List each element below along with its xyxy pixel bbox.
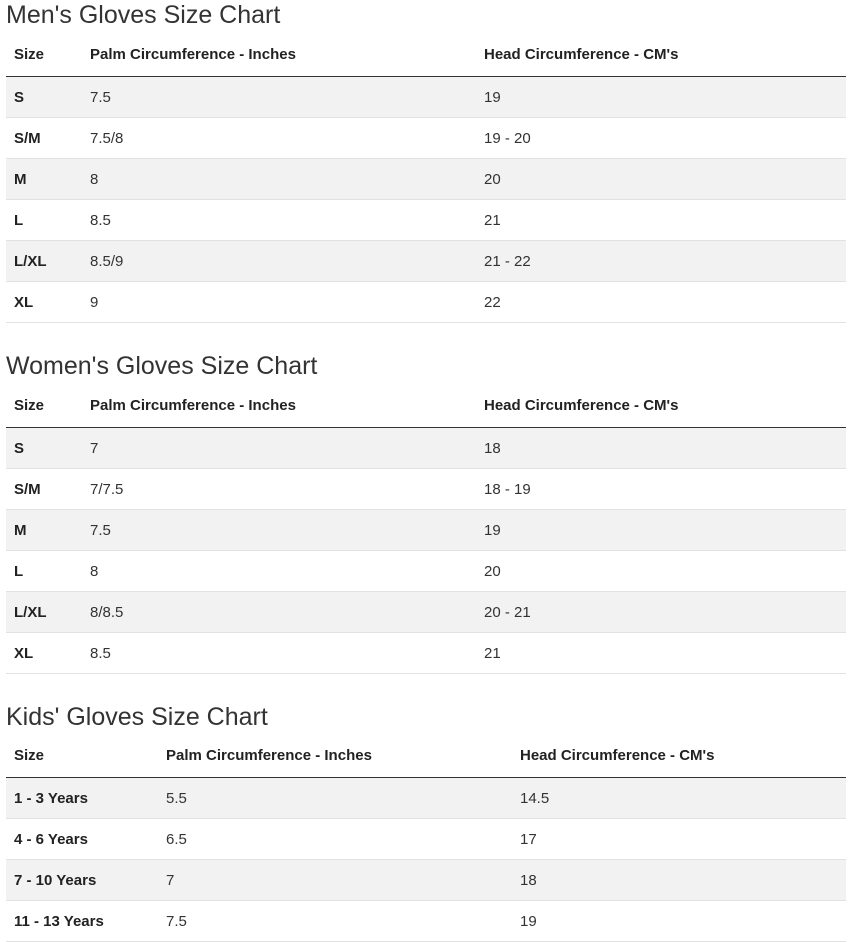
- head-cell: 18: [512, 860, 846, 901]
- table-header-row: [6, 733, 846, 778]
- palm-cell: 8: [82, 159, 476, 200]
- palm-cell: 6.5: [158, 819, 512, 860]
- column-header-size: Size: [6, 32, 82, 77]
- head-cell: 19 - 20: [476, 118, 846, 159]
- table-row: [6, 282, 846, 323]
- table-row: [6, 200, 846, 241]
- table-row: [6, 428, 846, 469]
- head-cell: 18: [476, 428, 846, 469]
- size-cell: S: [6, 428, 82, 469]
- size-cell: S/M: [6, 118, 82, 159]
- head-cell: 21: [476, 200, 846, 241]
- size-cell: M: [6, 510, 82, 551]
- table-row: [6, 241, 846, 282]
- palm-cell: 7/7.5: [82, 469, 476, 510]
- size-cell: S/M: [6, 469, 82, 510]
- head-cell: 19: [476, 510, 846, 551]
- column-header-head: Head Circumference - CM's: [512, 733, 846, 778]
- table-row: [6, 510, 846, 551]
- mens-size-table: [6, 32, 846, 323]
- palm-cell: 7.5: [82, 77, 476, 118]
- column-header-head: Head Circumference - CM's: [476, 32, 846, 77]
- size-cell: L/XL: [6, 592, 82, 633]
- table-row: [6, 592, 846, 633]
- head-cell: 21 - 22: [476, 241, 846, 282]
- size-cell: 1 - 3 Years: [6, 778, 158, 819]
- table-row: [6, 633, 846, 674]
- head-cell: 18 - 19: [476, 469, 846, 510]
- palm-cell: 7.5: [158, 901, 512, 942]
- size-cell: L: [6, 200, 82, 241]
- palm-cell: 8: [82, 551, 476, 592]
- table-row: [6, 778, 846, 819]
- head-cell: 20: [476, 159, 846, 200]
- size-cell: L: [6, 551, 82, 592]
- column-header-size: Size: [6, 383, 82, 428]
- size-cell: L/XL: [6, 241, 82, 282]
- kids-size-table: [6, 733, 846, 942]
- table-row: [6, 159, 846, 200]
- head-cell: 22: [476, 282, 846, 323]
- size-cell: 4 - 6 Years: [6, 819, 158, 860]
- head-cell: 19: [476, 77, 846, 118]
- head-cell: 20: [476, 551, 846, 592]
- palm-cell: 7.5/8: [82, 118, 476, 159]
- column-header-palm: Palm Circumference - Inches: [82, 32, 476, 77]
- head-cell: 17: [512, 819, 846, 860]
- mens-chart-title: Men's Gloves Size Chart: [6, 1, 281, 29]
- table-row: [6, 860, 846, 901]
- table-header-row: [6, 32, 846, 77]
- size-cell: 11 - 13 Years: [6, 901, 158, 942]
- size-cell: S: [6, 77, 82, 118]
- head-cell: 20 - 21: [476, 592, 846, 633]
- table-row: [6, 469, 846, 510]
- size-cell: XL: [6, 633, 82, 674]
- womens-chart-title: Women's Gloves Size Chart: [6, 352, 318, 380]
- kids-chart-title: Kids' Gloves Size Chart: [6, 703, 268, 731]
- head-cell: 14.5: [512, 778, 846, 819]
- table-row: [6, 118, 846, 159]
- palm-cell: 5.5: [158, 778, 512, 819]
- palm-cell: 8.5: [82, 633, 476, 674]
- womens-size-table: [6, 383, 846, 674]
- table-row: [6, 819, 846, 860]
- column-header-palm: Palm Circumference - Inches: [158, 733, 512, 778]
- palm-cell: 7.5: [82, 510, 476, 551]
- size-cell: M: [6, 159, 82, 200]
- table-row: [6, 901, 846, 942]
- size-cell: XL: [6, 282, 82, 323]
- column-header-palm: Palm Circumference - Inches: [82, 383, 476, 428]
- head-cell: 19: [512, 901, 846, 942]
- column-header-head: Head Circumference - CM's: [476, 383, 846, 428]
- palm-cell: 8/8.5: [82, 592, 476, 633]
- palm-cell: 8.5: [82, 200, 476, 241]
- table-row: [6, 551, 846, 592]
- head-cell: 21: [476, 633, 846, 674]
- palm-cell: 9: [82, 282, 476, 323]
- table-header-row: [6, 383, 846, 428]
- column-header-size: Size: [6, 733, 158, 778]
- palm-cell: 7: [158, 860, 512, 901]
- table-row: [6, 77, 846, 118]
- size-cell: 7 - 10 Years: [6, 860, 158, 901]
- palm-cell: 8.5/9: [82, 241, 476, 282]
- palm-cell: 7: [82, 428, 476, 469]
